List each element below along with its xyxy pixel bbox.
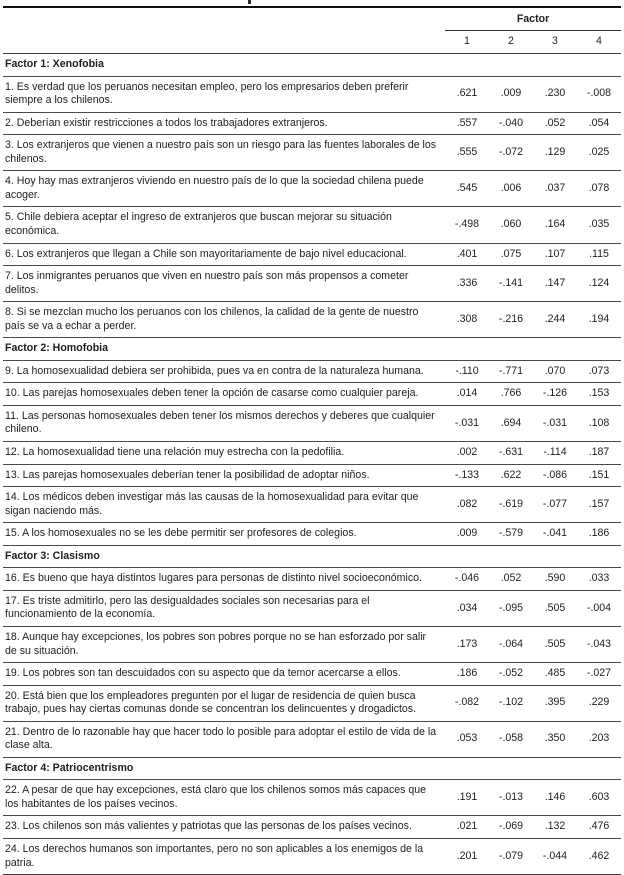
loading-factor-1: .173	[456, 637, 478, 650]
loading-factor-3: .505	[544, 601, 566, 614]
loading-factor-1: .053	[456, 732, 478, 745]
loading-factor-2: -.069	[498, 820, 524, 833]
loading-factor-2: .622	[500, 468, 522, 481]
loading-factor-1: .555	[456, 146, 478, 159]
loading-factor-2: .006	[500, 182, 522, 195]
loading-factor-4: .054	[588, 116, 610, 129]
header-spacer	[3, 7, 445, 30]
loading-factor-2: .009	[500, 87, 522, 100]
item-row	[3, 207, 621, 243]
item-row	[3, 464, 621, 487]
statement-text: 7. Los inmigrantes peruanos que viven en nuestro país son más propensos a cometer delitos.	[5, 270, 409, 296]
factor-column-2-header: 2	[489, 30, 533, 54]
item-row	[3, 266, 621, 302]
loading-factor-4: .603	[588, 791, 610, 804]
loading-factor-1: -.031	[454, 416, 480, 429]
cropped-caption-artifact	[248, 0, 251, 4]
loading-factor-4: -.004	[586, 601, 612, 614]
item-row	[3, 487, 621, 523]
factor-loadings-table-wrap	[3, 6, 621, 875]
loading-factor-1: .014	[456, 387, 478, 400]
loading-factor-4: .462	[588, 849, 610, 862]
table-header	[3, 7, 621, 54]
loading-factor-3: .505	[544, 637, 566, 650]
statement-text: 5. Chile debiera aceptar el ingreso de extranjeros que buscan mejorar su situación económica.	[5, 211, 392, 238]
loading-factor-1: -.498	[454, 218, 480, 231]
statement-text: 13. Las parejas homosexuales deberían tener la posibilidad de adoptar niños.	[5, 468, 370, 481]
loading-factor-3: -.041	[542, 527, 568, 540]
factor-column-3-header: 3	[533, 30, 577, 54]
item-row	[3, 135, 621, 171]
item-row	[3, 780, 621, 816]
loading-factor-3: .147	[544, 276, 566, 289]
loading-factor-1: .191	[456, 791, 478, 804]
loading-factor-1: .186	[456, 667, 478, 680]
loading-factor-2: -.072	[498, 146, 524, 159]
loading-factor-3: .146	[544, 791, 566, 804]
section-label: Factor 4: Patriocentrismo	[5, 761, 134, 774]
section-row	[3, 757, 621, 780]
factor-loadings-table	[3, 6, 621, 875]
loading-factor-3: -.031	[542, 416, 568, 429]
loading-factor-4: .476	[588, 820, 610, 833]
item-row	[3, 383, 621, 406]
section-row	[3, 545, 621, 568]
factor-column-4-header: 4	[577, 30, 621, 54]
loading-factor-4: -.043	[586, 637, 612, 650]
statement-text: 3. Los extranjeros que vienen a nuestro país son un riesgo para las fuentes laborales de los chilenos.	[5, 139, 437, 165]
loading-factor-2: .075	[500, 247, 522, 260]
section-label: Factor 1: Xenofobia	[5, 58, 104, 71]
loading-factor-3: -.077	[542, 497, 568, 510]
loading-factor-1: .034	[456, 601, 478, 614]
section-row	[3, 338, 621, 361]
statement-text: 19. Los pobres son tan descuidados con su aspecto que da temor acercarse a ellos.	[5, 667, 401, 680]
loading-factor-1: .002	[456, 446, 478, 459]
statement-text: 23. Los chilenos son más valientes y patriotas que las personas de los países vecinos.	[5, 820, 412, 833]
factor-column-1-header: 1	[445, 30, 489, 54]
statement-text: 1. Es verdad que los peruanos necesitan empleo, pero los empresarios deben preferir siempre a los chilenos.	[5, 80, 409, 107]
loading-factor-4: .025	[588, 146, 610, 159]
loading-factor-3: .052	[544, 116, 566, 129]
loading-factor-2: -.013	[498, 791, 524, 804]
item-row	[3, 523, 621, 546]
statement-text: 18. Aunque hay excepciones, los pobres son pobres porque no se han esforzado por salir de su situación.	[5, 630, 427, 657]
loading-factor-3: .230	[544, 87, 566, 100]
loading-factor-4: .078	[588, 182, 610, 195]
loading-factor-2: -.058	[498, 732, 524, 745]
factor-group-header-row	[3, 7, 621, 30]
loading-factor-1: .545	[456, 182, 478, 195]
loading-factor-1: .201	[456, 849, 478, 862]
loading-factor-3: .037	[544, 182, 566, 195]
loading-factor-2: -.064	[498, 637, 524, 650]
loading-factor-1: .021	[456, 820, 478, 833]
loading-factor-2: -.579	[498, 527, 524, 540]
loading-factor-4: -.027	[586, 667, 612, 680]
loading-factor-1: .082	[456, 497, 478, 510]
statement-text: 24. Los derechos humanos son importantes, pero no son aplicables a los enemigos de la patria.	[5, 842, 424, 869]
loading-factor-1: -.046	[454, 572, 480, 585]
loading-factor-3: -.114	[543, 446, 567, 459]
item-row	[3, 171, 621, 207]
statement-text: 22. A pesar de que hay excepciones, está claro que los chilenos somos más capaces que los habitantes de los países vecinos.	[5, 784, 427, 810]
statement-text: 6. Los extranjeros que llegan a Chile son mayoritariamente de bajo nivel educacional.	[5, 247, 407, 260]
section-label: Factor 3: Clasismo	[5, 549, 100, 562]
item-row	[3, 302, 621, 338]
statement-text: 20. Está bien que los empleadores pregunten por el lugar de residencia de quien busca trabajo, pues hay ciertas comunas donde se concentran los delincuentes y drogadictos.	[5, 689, 417, 716]
loading-factor-3: -.044	[542, 849, 568, 862]
statement-text: 12. La homosexualidad tiene una relación muy estrecha con la pedofilia.	[5, 446, 345, 459]
loading-factor-4: .203	[588, 732, 610, 745]
loading-factor-4: .187	[588, 446, 610, 459]
loading-factor-1: .621	[456, 87, 478, 100]
loading-factor-3: .164	[544, 218, 566, 231]
loading-factor-3: -.086	[542, 468, 568, 481]
loading-factor-2: .766	[500, 387, 522, 400]
item-row	[3, 442, 621, 465]
header-spacer	[3, 30, 445, 54]
table-body	[3, 54, 621, 875]
loading-factor-3: .244	[544, 312, 566, 325]
loading-factor-3: .132	[544, 820, 566, 833]
statement-text: 15. A los homosexuales no se les debe permitir ser profesores de colegios.	[5, 527, 357, 540]
item-row	[3, 590, 621, 626]
loading-factor-2: -.631	[498, 446, 524, 459]
loading-factor-4: .035	[588, 218, 610, 231]
statement-text: 21. Dentro de lo razonable hay que hacer todo lo posible para adoptar el estilo de vida de la clase alta.	[5, 725, 437, 752]
loading-factor-4: .108	[588, 416, 610, 429]
loading-factor-3: .395	[544, 696, 566, 709]
loading-factor-4: .194	[588, 312, 610, 325]
loading-factor-1: .308	[456, 312, 478, 325]
item-row	[3, 838, 621, 874]
statement-text: 14. Los médicos deben investigar más las causas de la homosexualidad para evitar que sigan naciendo más.	[5, 491, 419, 517]
loading-factor-3: .107	[544, 247, 566, 260]
loading-factor-1: .009	[456, 527, 478, 540]
item-row	[3, 685, 621, 721]
factor-number-header-row	[3, 30, 621, 54]
loading-factor-2: -.619	[498, 497, 524, 510]
loading-factor-4: .229	[588, 696, 610, 709]
loading-factor-3: .590	[544, 572, 566, 585]
item-row	[3, 663, 621, 686]
item-row	[3, 76, 621, 112]
loading-factor-2: -.052	[498, 667, 524, 680]
loading-factor-1: .401	[456, 247, 478, 260]
item-row	[3, 243, 621, 266]
loading-factor-1: -.082	[454, 696, 480, 709]
statement-text: 17. Es triste admitirlo, pero las desigualdades sociales son necesarias para el funcionamiento de la economía.	[5, 594, 370, 621]
loading-factor-2: -.771	[498, 364, 524, 377]
loading-factor-2: -.216	[498, 312, 524, 325]
factor-group-label: Factor	[445, 7, 621, 30]
loading-factor-4: .124	[588, 276, 610, 289]
item-row	[3, 816, 621, 839]
loading-factor-4: .073	[588, 364, 610, 377]
loading-factor-4: -.008	[586, 87, 612, 100]
loading-factor-1: -.133	[454, 468, 480, 481]
loading-factor-3: -.126	[542, 387, 568, 400]
loading-factor-2: -.141	[498, 276, 524, 289]
loading-factor-4: .033	[588, 572, 610, 585]
loading-factor-1: .336	[456, 276, 478, 289]
loading-factor-2: .694	[500, 416, 522, 429]
loading-factor-2: -.040	[498, 116, 524, 129]
item-row	[3, 112, 621, 135]
loading-factor-3: .070	[544, 364, 566, 377]
statement-text: 16. Es bueno que haya distintos lugares para personas de distinto nivel socioeconómico.	[5, 572, 422, 585]
loading-factor-1: .557	[456, 116, 478, 129]
loading-factor-4: .151	[588, 468, 610, 481]
loading-factor-3: .350	[544, 732, 566, 745]
section-row	[3, 54, 621, 77]
loading-factor-3: .129	[544, 146, 566, 159]
item-row	[3, 568, 621, 591]
statement-text: 11. Las personas homosexuales deben tener los mismos derechos y deberes que cualquier chileno.	[5, 409, 435, 436]
statement-text: 9. La homosexualidad debiera ser prohibida, pues va en contra de la naturaleza humana.	[5, 364, 424, 377]
statement-text: 8. Si se mezclan mucho los peruanos con los chilenos, la calidad de la gente de nuestro país se va a echar a perder.	[5, 306, 419, 332]
loading-factor-2: -.095	[498, 601, 524, 614]
item-row	[3, 405, 621, 441]
item-row	[3, 721, 621, 757]
item-row	[3, 626, 621, 662]
statement-text: 4. Hoy hay mas extranjeros viviendo en nuestro país de lo que la sociedad chilena puede acoger.	[5, 175, 424, 201]
loading-factor-3: .485	[544, 667, 566, 680]
loading-factor-4: .186	[588, 527, 610, 540]
loading-factor-2: .052	[500, 572, 522, 585]
loading-factor-2: -.102	[498, 696, 524, 709]
item-row	[3, 360, 621, 383]
loading-factor-4: .153	[588, 387, 610, 400]
loading-factor-2: .060	[500, 218, 522, 231]
statement-text: 2. Deberían existir restricciones a todos los trabajadores extranjeros.	[5, 116, 328, 129]
loading-factor-1: -.110	[455, 364, 479, 377]
loading-factor-2: -.079	[498, 849, 524, 862]
section-label: Factor 2: Homofobia	[5, 342, 108, 355]
loading-factor-4: .115	[589, 247, 609, 260]
statement-text: 10. Las parejas homosexuales deben tener la opción de casarse como cualquier pareja.	[5, 387, 419, 400]
loading-factor-4: .157	[588, 497, 610, 510]
